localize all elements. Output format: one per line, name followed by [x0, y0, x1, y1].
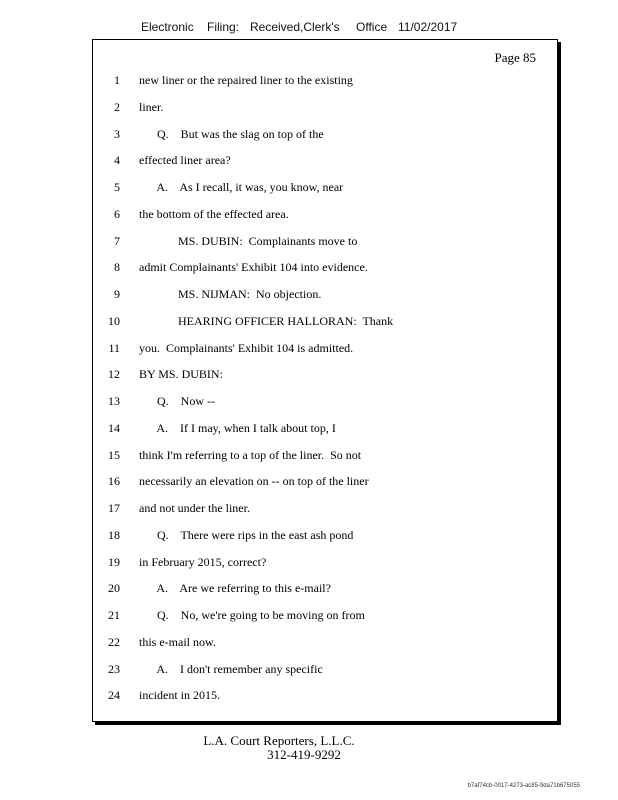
line-number: 8: [114, 260, 120, 275]
line-text: A. I don't remember any specific: [139, 661, 323, 676]
page-number: Page 85: [494, 50, 536, 65]
line-text: A. Are we referring to this e-mail?: [139, 581, 331, 596]
line-number: 23: [108, 661, 120, 676]
transcript-line: [0, 448, 618, 468]
line-text: BY MS. DUBIN:: [139, 367, 223, 382]
line-text: this e-mail now.: [139, 634, 216, 649]
line-text: Q. But was the slag on top of the: [139, 126, 324, 141]
line-number: 10: [108, 313, 120, 328]
line-text: admit Complainants' Exhibit 104 into evidence.: [139, 260, 368, 275]
line-number: 17: [108, 501, 120, 515]
transcript-line: [0, 153, 618, 173]
line-text: Q. There were rips in the east ash pond: [139, 527, 354, 542]
transcript-line: [0, 73, 618, 93]
transcript-line: [0, 367, 618, 387]
line-number: 19: [108, 554, 120, 569]
document-id: b7af74cb-0017-4273-ac85-9da71b675055: [467, 783, 580, 789]
line-number: 12: [108, 367, 120, 382]
transcript-line: [0, 341, 618, 361]
transcript-line: [0, 394, 618, 414]
line-text: necessarily an elevation on -- on top of the liner: [139, 474, 369, 489]
transcript-line: [0, 608, 618, 628]
line-text: Q. No, we're going to be moving on from: [139, 608, 365, 622]
line-text: think I'm referring to a top of the liner. So not: [139, 447, 362, 462]
transcript-line: [0, 662, 618, 682]
transcript-line: [0, 635, 618, 655]
transcript-line: [0, 581, 618, 601]
line-text: the bottom of the effected area.: [139, 206, 289, 221]
line-number: 13: [108, 394, 120, 408]
line-number: 5: [114, 180, 120, 194]
line-text: and not under the liner.: [139, 501, 250, 515]
line-number: 7: [114, 233, 120, 248]
line-number: 9: [114, 287, 120, 301]
line-number: 15: [108, 447, 120, 462]
filing-header-filing: Filing:: [207, 20, 240, 34]
line-text: A. If I may, when I talk about top, I: [139, 420, 336, 435]
transcript-line: [0, 180, 618, 200]
transcript-line: [0, 474, 618, 494]
line-number: 20: [108, 581, 120, 596]
line-text: HEARING OFFICER HALLORAN: Thank: [139, 313, 394, 328]
line-number: 6: [114, 206, 120, 221]
transcript-line: [0, 234, 618, 254]
line-text: incident in 2015.: [139, 688, 220, 703]
line-text: MS. DUBIN: Complainants move to: [139, 233, 358, 248]
transcript-line: [0, 100, 618, 120]
filing-header: [0, 20, 618, 38]
filing-header-date: 11/02/2017: [398, 20, 458, 34]
line-text: Q. Now --: [139, 394, 215, 408]
line-number: 16: [108, 474, 120, 489]
line-number: 3: [114, 126, 120, 141]
footer-company: L.A. Court Reporters, L.L.C.: [203, 733, 355, 748]
line-text: effected liner area?: [139, 153, 231, 168]
line-number: 1: [114, 73, 120, 87]
line-number: 4: [114, 153, 120, 168]
transcript-line: [0, 688, 618, 708]
footer-phone: 312-419-9292: [267, 747, 341, 762]
transcript-line: [0, 555, 618, 575]
transcript-line: [0, 421, 618, 441]
transcript-line: [0, 314, 618, 334]
line-number: 21: [108, 608, 120, 622]
line-text: MS. NIJMAN: No objection.: [139, 287, 322, 301]
line-number: 24: [108, 688, 120, 703]
transcript-line: [0, 207, 618, 227]
transcript-line: [0, 501, 618, 521]
line-text: liner.: [139, 99, 164, 114]
transcript-line: [0, 127, 618, 147]
line-number: 22: [108, 634, 120, 649]
transcript-line: [0, 260, 618, 280]
line-text: new liner or the repaired liner to the existing: [139, 73, 353, 87]
filing-header-electronic: Electronic: [141, 20, 194, 34]
line-text: you. Complainants' Exhibit 104 is admitted.: [139, 340, 354, 355]
line-text: A. As I recall, it was, you know, near: [139, 180, 344, 194]
transcript-line: [0, 287, 618, 307]
line-text: in February 2015, correct?: [139, 554, 267, 569]
filing-header-received: Received,Clerk's: [250, 20, 340, 34]
filing-header-office: Office: [356, 20, 388, 34]
line-number: 11: [108, 340, 120, 355]
line-number: 18: [108, 527, 120, 542]
line-number: 14: [108, 420, 120, 435]
line-number: 2: [114, 99, 120, 114]
transcript-line: [0, 528, 618, 548]
